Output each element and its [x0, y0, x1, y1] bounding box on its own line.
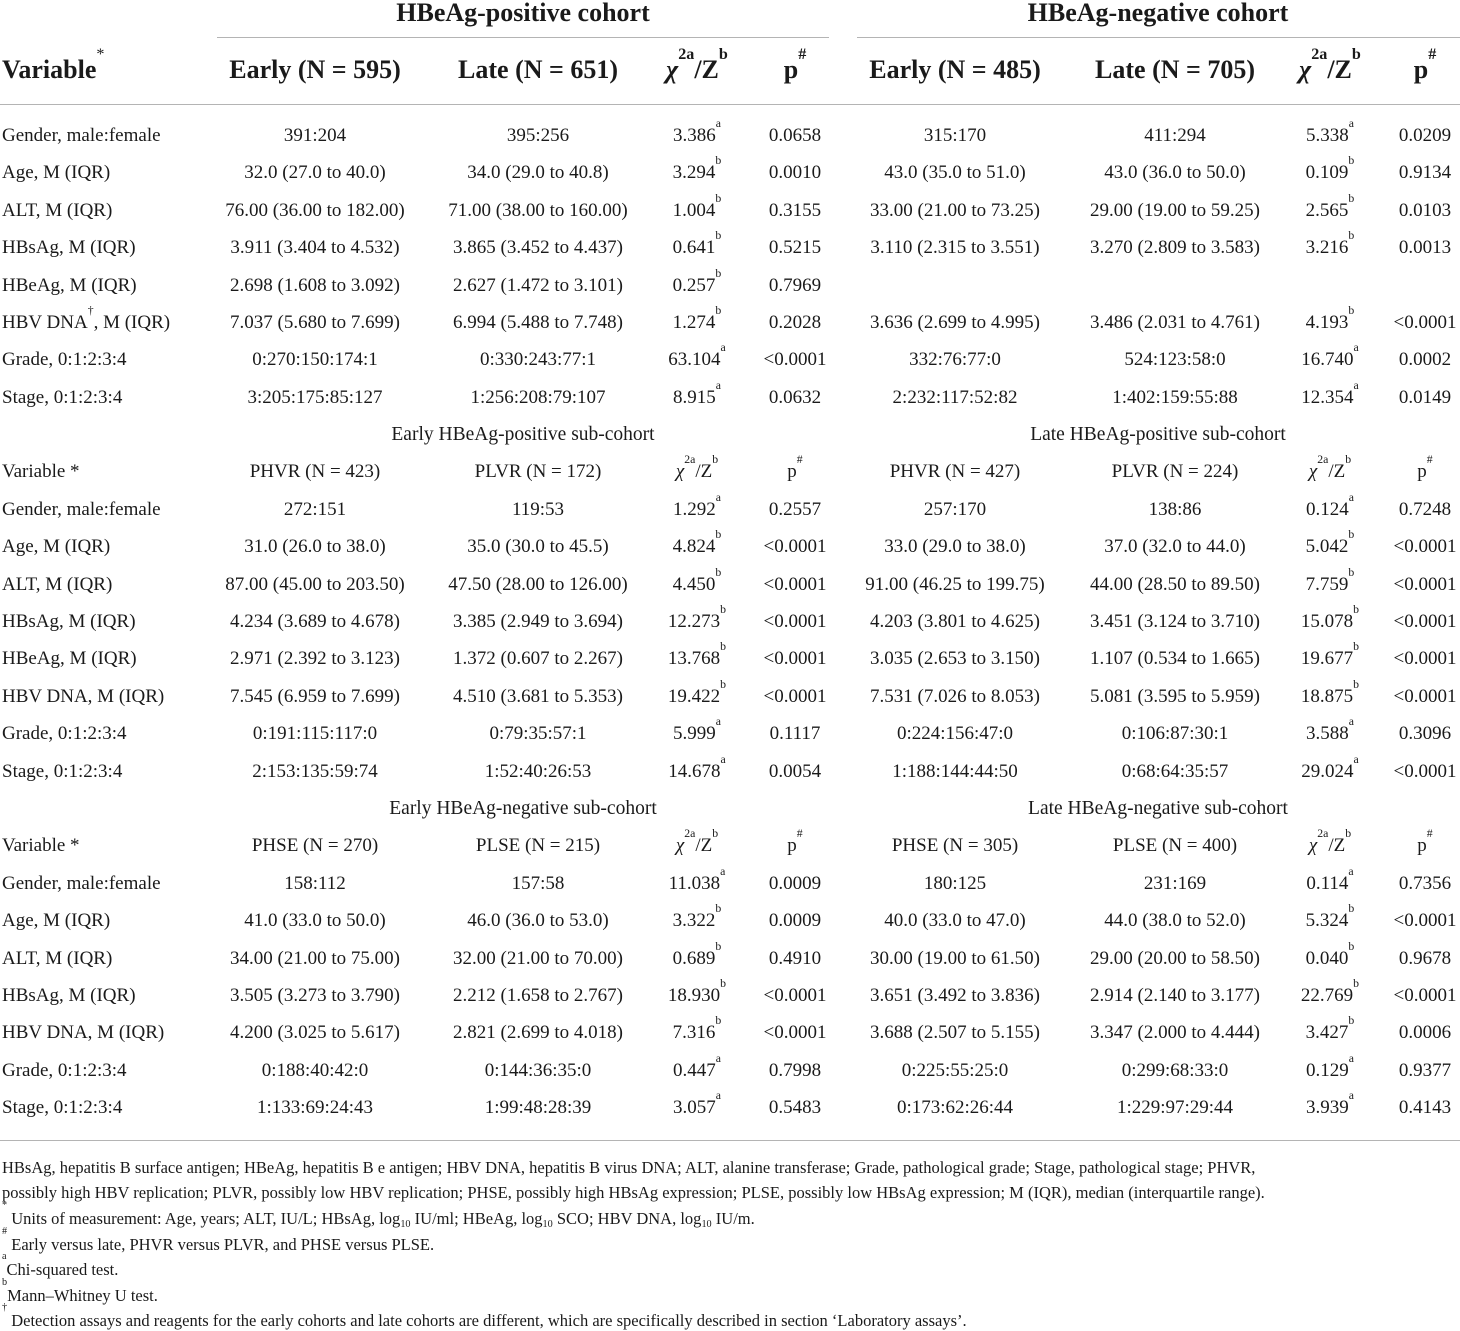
row-label: Age, M (IQR) — [2, 162, 111, 183]
sub-header-a1: PHSE (N = 270) — [251, 835, 379, 856]
cell-b1: 1:188:144:44:50 — [892, 761, 1018, 782]
cell-p-neg: 0.7356 — [1398, 873, 1452, 894]
cell-a1: 32.0 (27.0 to 40.0) — [244, 162, 386, 183]
cell-stat-neg: 19.677$^b$ — [1300, 640, 1360, 669]
column-header-neg-p: p# — [1413, 45, 1437, 84]
cell-a2: 2.821 (2.699 to 4.018) — [453, 1022, 623, 1043]
cell-a2: 4.510 (3.681 to 5.353) — [453, 686, 623, 707]
column-header-neg-early: Early (N = 485) — [869, 55, 1041, 84]
cell-p-neg: <0.0001 — [1393, 985, 1457, 1006]
cell-b2: 1:229:97:29:44 — [1116, 1097, 1234, 1118]
column-header-pos-early: Early (N = 595) — [229, 55, 401, 84]
cell-a1: 2:153:135:59:74 — [252, 761, 378, 782]
row-label: Gender, male:female — [2, 125, 161, 146]
cell-stat-pos: 4.824$^b$ — [672, 528, 722, 557]
cell-a2: 0:330:243:77:1 — [479, 349, 597, 370]
cell-p-neg: <0.0001 — [1393, 312, 1457, 333]
row-label: HBsAg, M (IQR) — [2, 611, 136, 632]
cell-stat-neg: 5.042$^b$ — [1305, 528, 1355, 557]
cell-stat-neg: 0.129$^a$ — [1306, 1052, 1354, 1081]
cell-stat-neg: 3.216$^b$ — [1305, 229, 1355, 258]
row-label: Stage, 0:1:2:3:4 — [2, 1097, 123, 1118]
cell-b2: 2.914 (2.140 to 3.177) — [1090, 985, 1260, 1006]
cell-stat-pos: 14.678$^a$ — [668, 753, 726, 782]
cell-p-pos: 0.1117 — [769, 723, 821, 744]
row-label: ALT, M (IQR) — [2, 200, 113, 221]
cell-b1: 2:232:117:52:82 — [892, 387, 1018, 408]
sub-header-b2: PLSE (N = 400) — [1112, 835, 1238, 856]
header-rule — [0, 104, 1460, 105]
cell-p-neg: 0.0002 — [1398, 349, 1452, 370]
cell-p-pos: <0.0001 — [763, 648, 827, 669]
sub-header-neg-p: p# — [1417, 453, 1433, 482]
cell-a1: 76.00 (36.00 to 182.00) — [225, 200, 405, 221]
cell-a1: 4.200 (3.025 to 5.617) — [230, 1022, 400, 1043]
row-label: Stage, 0:1:2:3:4 — [2, 387, 123, 408]
cell-b2: 3.486 (2.031 to 4.761) — [1090, 312, 1260, 333]
cell-a2: 157:58 — [511, 873, 565, 894]
cell-stat-neg: 15.078$^b$ — [1300, 603, 1360, 632]
footer-rule — [0, 1140, 1460, 1141]
footnote-units: * Units of measurement: Age, years; ALT, IU/L; HBsAg, $\log_{10} IU/ml$; HBeAg, $\log_{10}$ SCO; HBV DNA, $\log_{10} IU/m$. — [2, 1200, 755, 1231]
cell-b2: 138:86 — [1148, 499, 1202, 520]
cell-stat-pos: 3.386$^a$ — [673, 117, 721, 146]
cell-a1: 0:191:115:117:0 — [252, 723, 378, 744]
cell-p-pos: <0.0001 — [763, 686, 827, 707]
row-label: HBeAg, M (IQR) — [2, 648, 137, 669]
cell-stat-neg: 3.427$^b$ — [1305, 1014, 1355, 1043]
cell-a2: 119:53 — [511, 499, 565, 520]
cell-stat-neg: 0.124$^a$ — [1306, 491, 1354, 520]
cell-p-neg: <0.0001 — [1393, 611, 1457, 632]
cell-stat-neg: 22.769$^b$ — [1300, 977, 1360, 1006]
cell-stat-pos: 18.930$^b$ — [667, 977, 727, 1006]
cell-b1: 3.110 (2.315 to 3.551) — [870, 237, 1040, 258]
cell-p-neg: 0.0006 — [1398, 1022, 1452, 1043]
row-label: Grade, 0:1:2:3:4 — [2, 1060, 127, 1081]
cell-a2: 1:52:40:26:53 — [484, 761, 592, 782]
cell-a1: 2.971 (2.392 to 3.123) — [230, 648, 400, 669]
cell-p-neg: 0.4143 — [1398, 1097, 1452, 1118]
cell-p-pos: 0.0632 — [768, 387, 822, 408]
cell-stat-pos: 19.422$^b$ — [667, 678, 727, 707]
subcohort-title-a: Early HBeAg-positive sub-cohort — [391, 424, 655, 445]
cell-a1: 34.00 (21.00 to 75.00) — [230, 948, 400, 969]
cell-stat-neg: 7.759$^b$ — [1305, 566, 1355, 595]
row-label: Grade, 0:1:2:3:4 — [2, 349, 127, 370]
cell-a1: 3.505 (3.273 to 3.790) — [230, 985, 400, 1006]
sub-header-neg-stat: $\chi^{2a}/Z^b$ — [1308, 453, 1352, 482]
cell-a1: 2.698 (1.608 to 3.092) — [230, 275, 400, 296]
cell-a2: 1.372 (0.607 to 2.267) — [453, 648, 623, 669]
row-label: Grade, 0:1:2:3:4 — [2, 723, 127, 744]
cell-b2: 3.270 (2.809 to 3.583) — [1090, 237, 1260, 258]
cell-stat-pos: 12.273$^b$ — [667, 603, 727, 632]
cell-b1: 30.00 (19.00 to 61.50) — [870, 948, 1040, 969]
cell-stat-pos: 3.294$^b$ — [672, 154, 722, 183]
column-header-variable: Variable* — [2, 45, 105, 84]
cell-b1: 7.531 (7.026 to 8.053) — [870, 686, 1040, 707]
cell-a1: 41.0 (33.0 to 50.0) — [244, 910, 386, 931]
cell-b1: 33.0 (29.0 to 38.0) — [884, 536, 1026, 557]
sub-header-b1: PHSE (N = 305) — [891, 835, 1019, 856]
cell-a1: 272:151 — [283, 499, 347, 520]
cell-p-neg: <0.0001 — [1393, 574, 1457, 595]
cell-stat-pos: 13.768$^b$ — [667, 640, 727, 669]
cell-a1: 4.234 (3.689 to 4.678) — [230, 611, 400, 632]
cell-b2: 29.00 (20.00 to 58.50) — [1090, 948, 1260, 969]
cell-stat-pos: 0.641$^b$ — [672, 229, 722, 258]
row-label: Gender, male:female — [2, 499, 161, 520]
cell-b1: 0:225:55:25:0 — [901, 1060, 1009, 1081]
cell-stat-pos: 1.292$^a$ — [673, 491, 721, 520]
cell-b2: 411:294 — [1144, 125, 1206, 146]
cell-b1: 257:170 — [923, 499, 987, 520]
cell-p-pos: 0.2557 — [768, 499, 822, 520]
footnote-abbreviations-cont: possibly high HBV replication; PLVR, possibly low HBV replication; PHSE, possibly high HBsAg expression; PLSE, possibly low HBsAg expression; M (IQR), median (interquartile range). — [2, 1183, 1265, 1202]
cell-p-pos: 0.0009 — [768, 910, 822, 931]
cell-p-neg: <0.0001 — [1393, 536, 1457, 557]
cell-a2: 32.00 (21.00 to 70.00) — [453, 948, 623, 969]
cell-stat-neg: 5.338$^a$ — [1306, 117, 1354, 146]
row-label: HBV DNA†, M (IQR) — [2, 304, 171, 333]
row-label: Stage, 0:1:2:3:4 — [2, 761, 123, 782]
cell-p-neg: 0.9377 — [1398, 1060, 1452, 1081]
cell-a2: 35.0 (30.0 to 45.5) — [467, 536, 609, 557]
cell-a2: 6.994 (5.488 to 7.748) — [453, 312, 623, 333]
cell-p-pos: <0.0001 — [763, 611, 827, 632]
cell-b1: 40.0 (33.0 to 47.0) — [884, 910, 1026, 931]
cell-stat-neg: 18.875$^b$ — [1300, 678, 1360, 707]
cell-stat-pos: 4.450$^b$ — [672, 566, 722, 595]
cell-b2: 0:299:68:33:0 — [1121, 1060, 1229, 1081]
sub-header-variable: Variable * — [2, 835, 80, 856]
cell-a1: 87.00 (45.00 to 203.50) — [225, 574, 405, 595]
cell-a1: 3.911 (3.404 to 4.532) — [230, 237, 400, 258]
sub-header-pos-p: p# — [787, 827, 803, 856]
cell-p-pos: 0.7998 — [768, 1060, 822, 1081]
cell-p-pos: <0.0001 — [763, 536, 827, 557]
cell-a2: 395:256 — [506, 125, 570, 146]
cell-p-pos: 0.4910 — [768, 948, 822, 969]
sub-header-b1: PHVR (N = 427) — [889, 461, 1021, 482]
cell-stat-pos: 0.689$^b$ — [672, 940, 722, 969]
sub-header-a2: PLVR (N = 172) — [474, 461, 602, 482]
cell-b2: 0:106:87:30:1 — [1121, 723, 1229, 744]
cell-a2: 0:144:36:35:0 — [484, 1060, 592, 1081]
cell-p-neg: <0.0001 — [1393, 648, 1457, 669]
sub-header-a1: PHVR (N = 423) — [249, 461, 381, 482]
cell-stat-pos: 3.057$^a$ — [673, 1089, 721, 1118]
cell-stat-neg: 12.354$^a$ — [1301, 379, 1359, 408]
sub-header-neg-p: p# — [1417, 827, 1433, 856]
cell-b1: 33.00 (21.00 to 73.25) — [870, 200, 1040, 221]
cell-b1: 43.0 (35.0 to 51.0) — [884, 162, 1026, 183]
cell-stat-neg: 0.114$^a$ — [1306, 865, 1354, 894]
cell-p-neg: <0.0001 — [1393, 686, 1457, 707]
subcohort-title-b: Late HBeAg-positive sub-cohort — [1030, 424, 1286, 445]
cell-stat-neg: 3.588$^a$ — [1306, 715, 1354, 744]
cell-p-neg: <0.0001 — [1393, 910, 1457, 931]
row-label: HBsAg, M (IQR) — [2, 237, 136, 258]
sub-header-pos-p: p# — [787, 453, 803, 482]
cell-p-neg: 0.3096 — [1398, 723, 1452, 744]
cell-b1: 332:76:77:0 — [909, 349, 1001, 370]
cell-a1: 158:112 — [284, 873, 346, 894]
cell-p-pos: 0.5215 — [768, 237, 822, 258]
cell-b1: 0:224:156:47:0 — [896, 723, 1014, 744]
cell-a2: 47.50 (28.00 to 126.00) — [448, 574, 628, 595]
cell-stat-neg: 3.939$^a$ — [1306, 1089, 1354, 1118]
cell-stat-pos: 1.004$^b$ — [672, 192, 722, 221]
cell-a2: 1:99:48:28:39 — [484, 1097, 592, 1118]
cell-b1: 3.688 (2.507 to 5.155) — [870, 1022, 1040, 1043]
cell-p-neg: 0.0149 — [1398, 387, 1452, 408]
cell-a1: 391:204 — [283, 125, 347, 146]
sub-header-neg-stat: $\chi^{2a}/Z^b$ — [1308, 827, 1352, 856]
cell-a1: 7.545 (6.959 to 7.699) — [230, 686, 400, 707]
row-label: Age, M (IQR) — [2, 910, 111, 931]
cell-stat-neg: 16.740$^a$ — [1301, 341, 1359, 370]
cell-stat-pos: 11.038$^a$ — [668, 865, 726, 894]
cell-b1: 3.636 (2.699 to 4.995) — [870, 312, 1040, 333]
cell-a2: 0:79:35:57:1 — [489, 723, 587, 744]
row-label: HBV DNA, M (IQR) — [2, 686, 165, 707]
row-label: Gender, male:female — [2, 873, 161, 894]
cell-b1: 91.00 (46.25 to 199.75) — [865, 574, 1045, 595]
cell-a2: 34.0 (29.0 to 40.8) — [467, 162, 609, 183]
cell-b2: 44.0 (38.0 to 52.0) — [1104, 910, 1246, 931]
cell-stat-neg: 2.565$^b$ — [1305, 192, 1355, 221]
cell-p-pos: 0.7969 — [768, 275, 822, 296]
cell-p-neg: 0.9678 — [1398, 948, 1452, 969]
cell-stat-neg: 4.193$^b$ — [1305, 304, 1355, 333]
row-label: HBeAg, M (IQR) — [2, 275, 137, 296]
column-header-neg-stat: $\chi^{2a}/Z^b$ — [1299, 45, 1361, 84]
row-label: ALT, M (IQR) — [2, 574, 113, 595]
cell-stat-pos: 0.257$^b$ — [672, 267, 722, 296]
cell-b2: 3.347 (2.000 to 4.444) — [1090, 1022, 1260, 1043]
cell-p-neg: 0.0209 — [1398, 125, 1452, 146]
cell-b2: 1:402:159:55:88 — [1112, 387, 1238, 408]
cell-a2: 1:256:208:79:107 — [470, 387, 606, 408]
cell-p-pos: <0.0001 — [763, 349, 827, 370]
cell-p-pos: 0.0009 — [768, 873, 822, 894]
cell-p-pos: <0.0001 — [763, 574, 827, 595]
footnote-assays: † Detection assays and reagents for the early cohorts and late cohorts are different, which are specifically described in section ‘Laboratory assays’. — [2, 1302, 967, 1330]
cell-p-pos: <0.0001 — [763, 985, 827, 1006]
cell-b2: 5.081 (3.595 to 5.959) — [1090, 686, 1260, 707]
cell-a1: 31.0 (26.0 to 38.0) — [244, 536, 386, 557]
sub-header-pos-stat: $\chi^{2a}/Z^b$ — [675, 827, 719, 856]
cell-stat-neg: 0.040$^b$ — [1305, 940, 1355, 969]
cell-p-pos: 0.0658 — [768, 125, 822, 146]
cell-p-neg: 0.0013 — [1398, 237, 1452, 258]
cell-b1: 0:173:62:26:44 — [896, 1097, 1014, 1118]
row-label: HBsAg, M (IQR) — [2, 985, 136, 1006]
group-rule-positive — [217, 37, 829, 38]
cell-b2: 43.0 (36.0 to 50.0) — [1104, 162, 1246, 183]
cell-a1: 7.037 (5.680 to 7.699) — [230, 312, 400, 333]
sub-header-b2: PLVR (N = 224) — [1111, 461, 1239, 482]
cell-p-pos: 0.3155 — [768, 200, 822, 221]
cell-stat-pos: 63.104$^a$ — [668, 341, 726, 370]
cell-p-pos: 0.5483 — [768, 1097, 822, 1118]
cell-b2: 29.00 (19.00 to 59.25) — [1090, 200, 1260, 221]
cell-a1: 0:188:40:42:0 — [261, 1060, 369, 1081]
cell-a2: 3.865 (3.452 to 4.437) — [453, 237, 623, 258]
column-header-neg-late: Late (N = 705) — [1095, 55, 1255, 84]
cell-b2: 0:68:64:35:57 — [1121, 761, 1229, 782]
cell-b2: 37.0 (32.0 to 44.0) — [1104, 536, 1246, 557]
cell-a1: 3:205:175:85:127 — [247, 387, 383, 408]
cell-p-neg: 0.7248 — [1398, 499, 1452, 520]
footnote-mann-whitney: $^b$Mann–Whitney U test. — [2, 1277, 158, 1305]
cell-p-pos: 0.2028 — [768, 312, 822, 333]
cell-b2: 3.451 (3.124 to 3.710) — [1090, 611, 1260, 632]
cell-a1: 1:133:69:24:43 — [256, 1097, 374, 1118]
row-label: Age, M (IQR) — [2, 536, 111, 557]
cell-stat-neg: 5.324$^b$ — [1305, 902, 1355, 931]
group-header-positive: HBeAg-positive cohort — [396, 0, 650, 27]
cell-a2: 2.627 (1.472 to 3.101) — [453, 275, 623, 296]
cell-b1: 4.203 (3.801 to 4.625) — [870, 611, 1040, 632]
sub-header-a2: PLSE (N = 215) — [475, 835, 601, 856]
cell-stat-pos: 0.447$^a$ — [673, 1052, 721, 1081]
cell-b1: 3.651 (3.492 to 3.836) — [870, 985, 1040, 1006]
footnote-chi-squared: $^a$Chi-squared test. — [2, 1251, 119, 1279]
cell-a1: 0:270:150:174:1 — [252, 349, 378, 370]
column-header-pos-p: p# — [783, 45, 807, 84]
sub-header-variable: Variable * — [2, 461, 80, 482]
cell-p-neg: 0.9134 — [1398, 162, 1452, 183]
cell-stat-neg: 0.109$^b$ — [1305, 154, 1355, 183]
cell-a2: 3.385 (2.949 to 3.694) — [453, 611, 623, 632]
column-header-pos-stat: $\chi^{2a}/Z^b$ — [666, 45, 728, 84]
subcohort-title-a: Early HBeAg-negative sub-cohort — [389, 798, 657, 819]
cell-stat-pos: 8.915$^a$ — [673, 379, 721, 408]
row-label: HBV DNA, M (IQR) — [2, 1022, 165, 1043]
cell-b2: 231:169 — [1143, 873, 1207, 894]
cell-b2: 1.107 (0.534 to 1.665) — [1090, 648, 1260, 669]
cell-stat-pos: 7.316$^b$ — [672, 1014, 722, 1043]
cell-stat-neg: 29.024$^a$ — [1301, 753, 1359, 782]
subcohort-title-b: Late HBeAg-negative sub-cohort — [1028, 798, 1288, 819]
group-rule-negative — [857, 37, 1460, 38]
cell-stat-pos: 3.322$^b$ — [672, 902, 722, 931]
cell-p-pos: <0.0001 — [763, 1022, 827, 1043]
cell-b2: 524:123:58:0 — [1124, 349, 1226, 370]
cell-stat-pos: 5.999$^a$ — [673, 715, 721, 744]
cell-stat-pos: 1.274$^b$ — [672, 304, 722, 333]
cell-a2: 2.212 (1.658 to 2.767) — [453, 985, 623, 1006]
cell-a2: 46.0 (36.0 to 53.0) — [467, 910, 609, 931]
footnote-comparison: # Early versus late, PHVR versus PLVR, and PHSE versus PLSE. — [2, 1226, 435, 1254]
cell-b1: 180:125 — [923, 873, 987, 894]
footnote-abbreviations: HBsAg, hepatitis B surface antigen; HBeAg, hepatitis B e antigen; HBV DNA, hepatitis B virus DNA; ALT, alanine transferase; Grade, pathological grade; Stage, pathological stage; PHVR, — [2, 1158, 1256, 1177]
cell-b2: 44.00 (28.50 to 89.50) — [1090, 574, 1260, 595]
cell-b1: 315:170 — [923, 125, 987, 146]
group-header-negative: HBeAg-negative cohort — [1027, 0, 1289, 27]
cell-p-neg: 0.0103 — [1398, 200, 1452, 221]
sub-header-pos-stat: $\chi^{2a}/Z^b$ — [675, 453, 719, 482]
cell-a2: 71.00 (38.00 to 160.00) — [448, 200, 628, 221]
column-header-pos-late: Late (N = 651) — [458, 55, 618, 84]
cell-b1: 3.035 (2.653 to 3.150) — [870, 648, 1040, 669]
cell-p-pos: 0.0054 — [768, 761, 822, 782]
cell-p-neg: <0.0001 — [1393, 761, 1457, 782]
row-label: ALT, M (IQR) — [2, 948, 113, 969]
cell-p-pos: 0.0010 — [768, 162, 822, 183]
